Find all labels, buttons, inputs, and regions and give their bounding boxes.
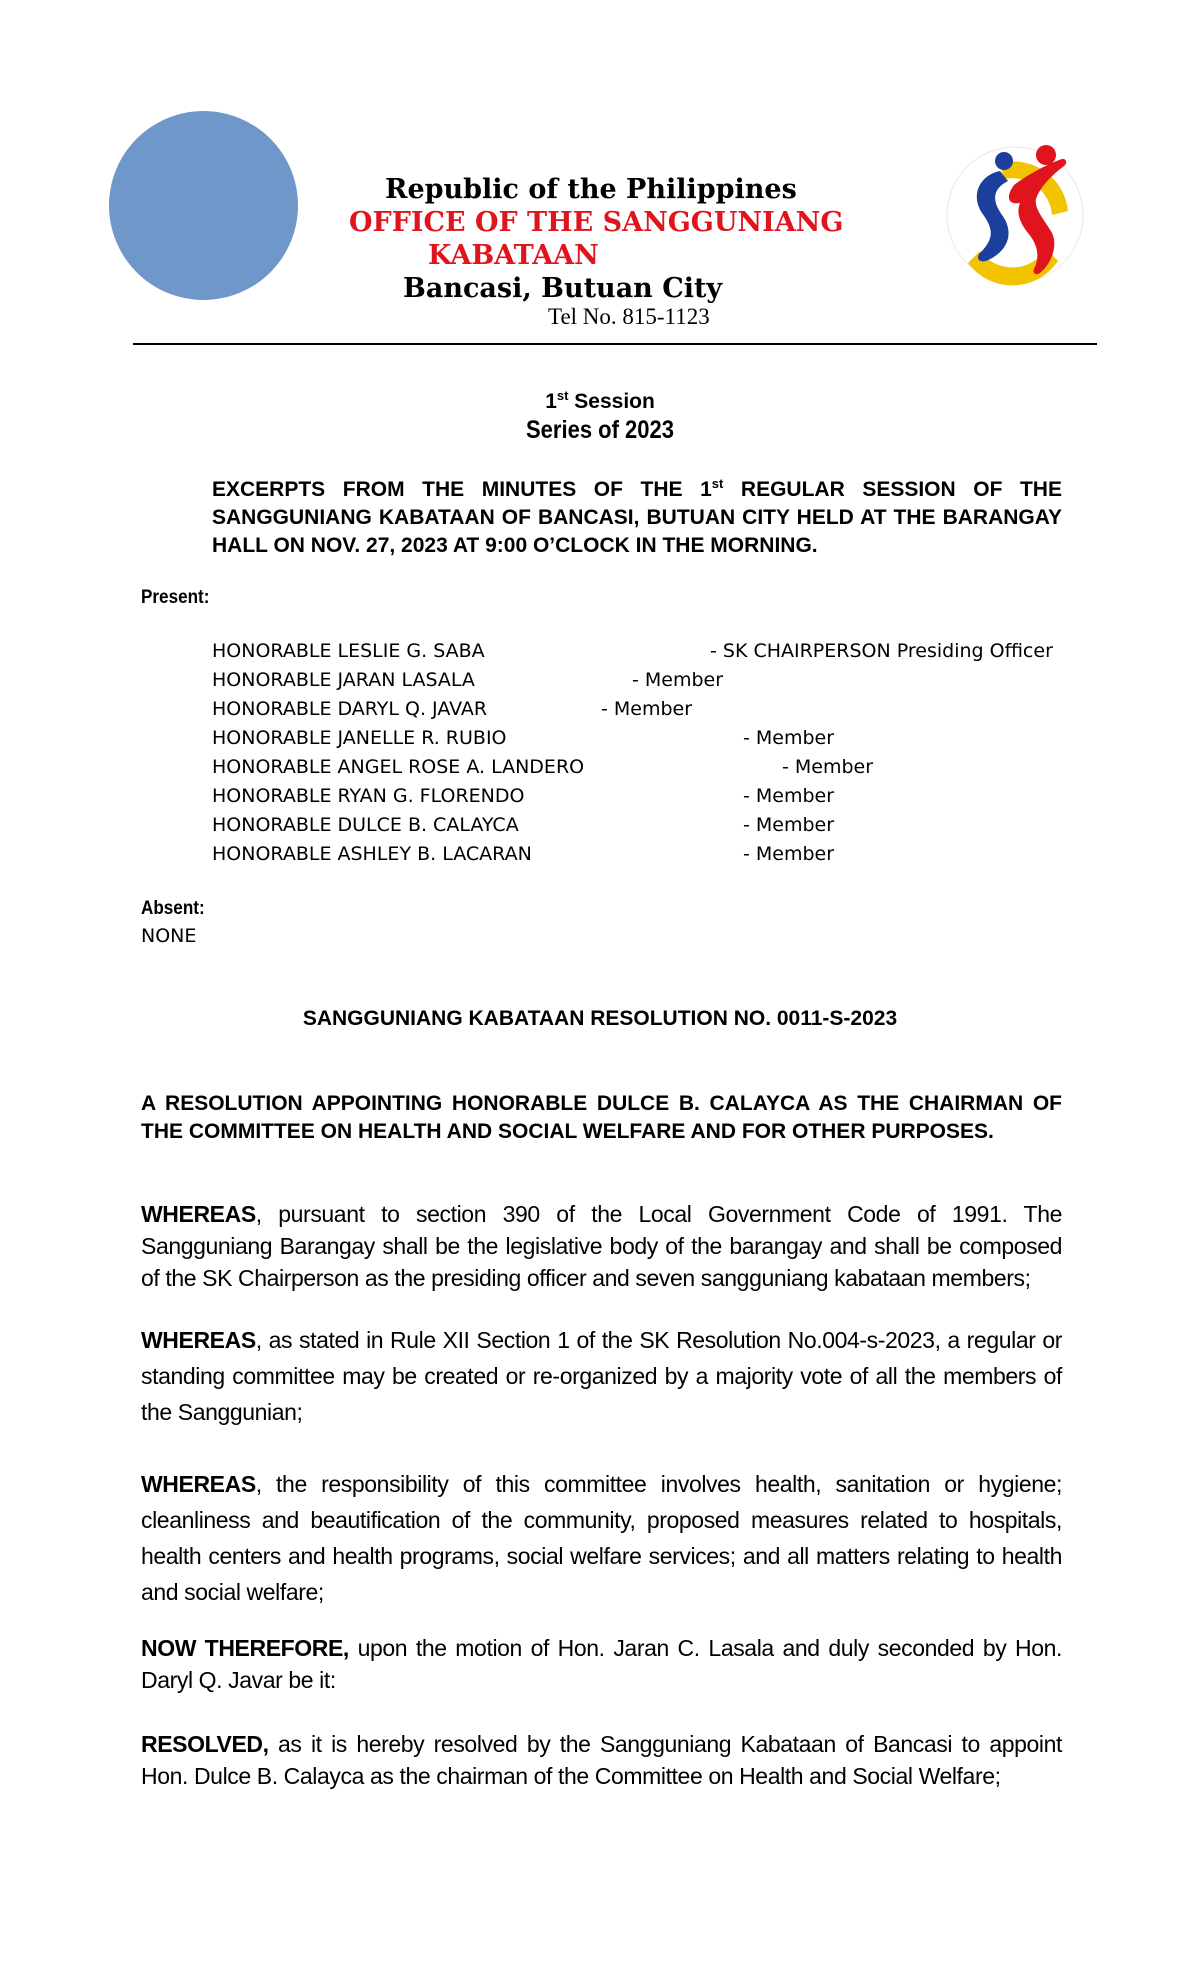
paragraph-text: upon the motion of Hon. Jaran C. Lasala and duly seconded by Hon. Daryl Q. Javar be it: [141,1635,1062,1693]
paragraph-text: , pursuant to section 390 of the Local Government Code of 1991. The Sangguniang Barangay shall be the legislative body of the barangay and shall be composed of the SK Chairperson as the presiding officer and seven sangguniang kabataan members; [141,1201,1062,1291]
attendee-name: HONORABLE JANELLE R. RUBIO [212,727,507,749]
paragraph-text: as it is hereby resolved by the Sangguniang Kabataan of Bancasi to appoint Hon. Dulce B. Calayca as the chairman of the Committee on Health and Social Welfare; [141,1731,1062,1789]
barangay-seal-placeholder-icon [109,111,298,300]
header-office-line2: KABATAAN [428,240,599,271]
header-office-line1: OFFICE OF THE SANGGUNIANG [349,207,844,238]
header-divider [133,343,1097,345]
attendee-role: - Member [743,843,835,865]
attendee-name: HONORABLE DARYL Q. JAVAR [212,698,488,720]
whereas-paragraph-3 [141,1466,1062,1610]
absent-value: NONE [141,925,197,947]
whereas-paragraph-2 [141,1322,1062,1430]
attendee-name: HONORABLE LESLIE G. SABA [212,640,485,662]
paragraph-lead: WHEREAS [141,1327,256,1353]
attendee-role: - Member [743,727,835,749]
attendee-name: HONORABLE ASHLEY B. LACARAN [212,843,532,865]
attendee-name: HONORABLE ANGEL ROSE A. LANDERO [212,756,585,778]
paragraph-lead: WHEREAS [141,1201,256,1227]
absent-label: Absent: [141,898,205,919]
attendee-role: - Member [632,669,724,691]
attendee-role: - Member [601,698,693,720]
whereas-paragraph-1 [141,1198,1062,1294]
paragraph-lead: WHEREAS [141,1471,256,1497]
series-heading: Series of 2023 [525,416,674,444]
session-label: Session [568,390,655,413]
attendee-role: - SK CHAIRPERSON Presiding Officer [710,640,1053,662]
attendee-name: HONORABLE JARAN LASALA [212,669,475,691]
attendee-role: - Member [782,756,874,778]
present-label: Present: [141,587,210,608]
header-republic: Republic of the Philippines [385,174,797,205]
header-address: Bancasi, Butuan City [403,273,723,304]
resolved-paragraph [141,1728,1062,1792]
paragraph-text: , the responsibility of this committee involves health, sanitation or hygiene; cleanliness and beautification of the community, proposed measures related to hospitals, health centers and health programs, social welfare services; and all matters relating to health and social welfare; [141,1471,1062,1605]
excerpt-heading [212,476,1062,560]
paragraph-lead: NOW THEREFORE, [141,1635,349,1661]
session-heading [0,388,1200,414]
header-tel: Tel No. 815-1123 [548,304,710,329]
now-therefore-paragraph [141,1632,1062,1696]
resolution-title: A RESOLUTION APPOINTING HONORABLE DULCE B. CALAYCA AS THE CHAIRMAN OF THE COMMITTEE ON HEALTH AND SOCIAL WELFARE AND FOR OTHER PURPOSES. [141,1092,1062,1143]
session-ordinal-suffix: st [556,388,569,403]
attendee-role: - Member [743,814,835,836]
paragraph-text: , as stated in Rule XII Section 1 of the SK Resolution No.004-s-2023, a regular or standing committee may be created or re-organized by a majority vote of all the members of the Sanggunian; [141,1327,1062,1425]
attendee-name: HONORABLE RYAN G. FLORENDO [212,785,525,807]
attendee-name: HONORABLE DULCE B. CALAYCA [212,814,519,836]
excerpt-part1: EXCERPTS FROM THE MINUTES OF THE 1 [212,478,712,501]
session-ordinal: 1 [545,390,557,413]
paragraph-lead: RESOLVED, [141,1731,269,1757]
excerpt-part2: REGULAR SESSION OF THE SANGGUNIANG KABATAAN OF BANCASI, BUTUAN CITY HELD AT THE BARANGAY HALL ON NOV. 27, 2023 AT 9:00 O’CLOCK IN THE MORNING. [212,478,1062,557]
sk-logo-icon [940,133,1090,298]
attendee-role: - Member [743,785,835,807]
excerpt-sup: st [711,476,724,491]
resolution-number: SANGGUNIANG KABATAAN RESOLUTION NO. 0011-S-2023 [302,1007,898,1030]
